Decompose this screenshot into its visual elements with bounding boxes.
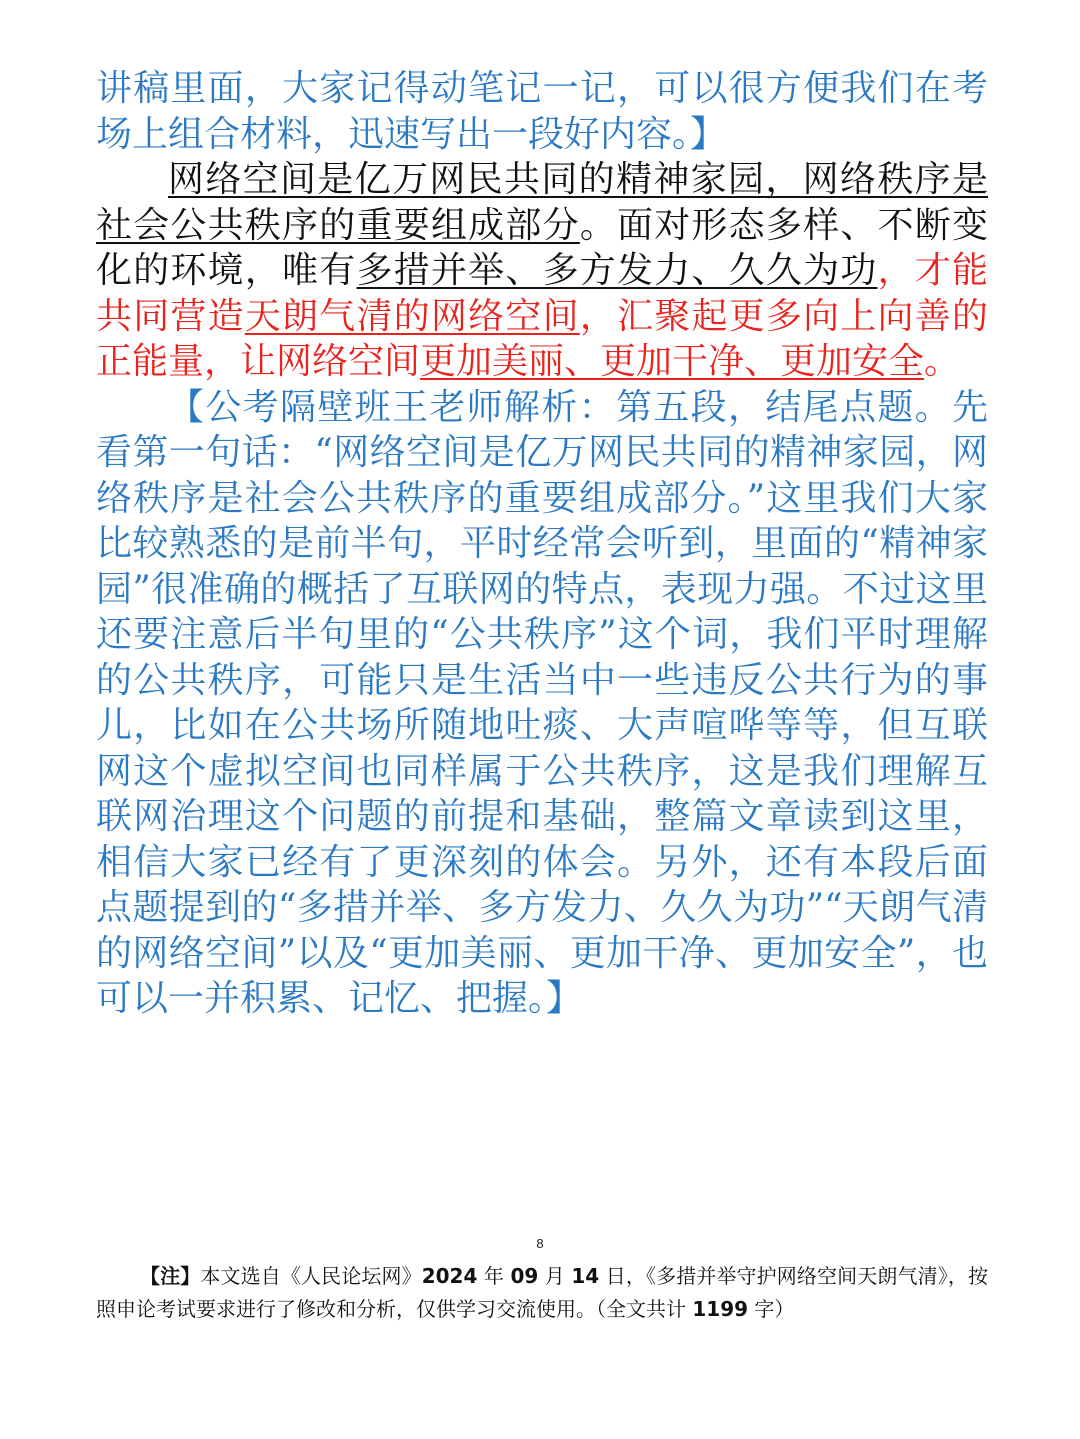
footnote-text-5: 字） — [748, 1297, 795, 1321]
red-comma: ， — [877, 250, 915, 291]
red-underlined-phrase-2: 更加美丽、更加干净、更加安全 — [420, 341, 925, 382]
footnote-text: 本文选自《人民论坛网》 — [200, 1264, 422, 1288]
footnote-text-2: 年 — [477, 1264, 511, 1288]
plain-text: 。面对形态多样、不断变化的环境，唯有 — [96, 204, 988, 291]
footnote-text-4: 日，《多措并举守护网络空间天朗气清》，按照申论考试要求进行了修改和分析，仅供学习交流使用。（全文共计 — [96, 1264, 989, 1321]
footnote-text-3: 月 — [538, 1264, 572, 1288]
footnote — [96, 1260, 988, 1326]
red-text: 才能共同营造 — [96, 250, 988, 337]
fifth-paragraph — [96, 157, 988, 385]
underlined-opening-sentence: 网络空间是亿万网民共同的精神家园，网络秩序是社会公共秩序的重要组成部分 — [96, 159, 988, 246]
footnote-label: 【注】 — [140, 1264, 201, 1288]
page-number: 8 — [536, 1236, 544, 1251]
footnote-day: 14 — [571, 1264, 600, 1288]
red-period: 。 — [924, 341, 961, 382]
underlined-key-phrase: 多措并举、多方发力、久久为功 — [356, 250, 878, 291]
intro-tail-paragraph: 讲稿里面，大家记得动笔记一记，可以很方便我们在考场上组合材料，迅速写出一段好内容。】 — [96, 68, 988, 155]
footnote-year: 2024 — [421, 1264, 478, 1288]
analysis-paragraph: 【公考隔壁班王老师解析：第五段，结尾点题。先看第一句话：“网络空间是亿万网民共同的精神家园，网络秩序是社会公共秩序的重要组成部分。”这里我们大家比较熟悉的是前半句，平时经常会听到，里面的“精神家园”很准确的概括了互联网的特点，表现力强。不过这里还要注意后半句里的“公共秩序”这个词，我们平时理解的公共秩序，可能只是生活当中一些违反公共行为的事儿，比如在公共场所随地吐痰、大声喧哗等等，但互联网这个虚拟空间也同样属于公共秩序，这是我们理解互联网治理这个问题的前提和基础，整篇文章读到这里，相信大家已经有了更深刻的体会。另外，还有本段后面点题提到的“多措并举、多方发力、久久为功”“天朗气清的网络空间”以及“更加美丽、更加干净、更加安全”，也可以一并积累、记忆、把握。】 — [96, 386, 988, 1019]
red-underlined-phrase: 天朗气清的网络空间 — [244, 295, 580, 337]
footnote-month: 09 — [510, 1264, 539, 1288]
red-text-2: ，汇聚起更多向上向善的正能量，让网络空间 — [96, 295, 988, 382]
footnote-word-count: 1199 — [692, 1297, 749, 1321]
document-body — [96, 66, 988, 1022]
